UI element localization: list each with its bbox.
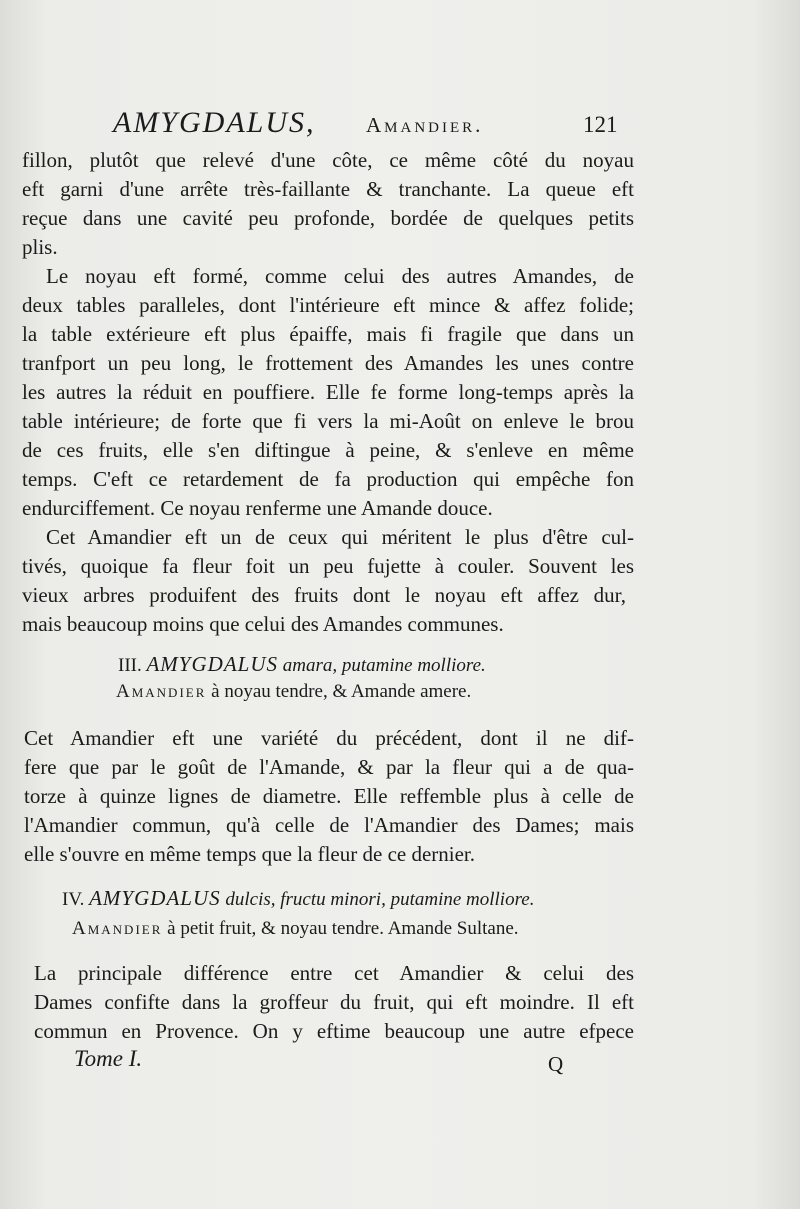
book-page: AMYGDALUS, Amandier. 121 fillon, plutôt que relevé d'une côte, ce même côté du noyau eft garni d'une arrête très-faillante & tranchante. La queue eft reçue dans une cavité peu profonde, bordée de quelques petits plis. Le noyau eft formé, comme celui des autres Amandes, de deux tables paralleles, dont l'intérieure eft mince & affez folide; la table extérieure eft plus épaiffe, mais fi fragile que dans un tranfport un peu long, le frottement des Amandes les unes contre les autres la réduit en pouffiere. Elle fe forme long-temps après la table intérieure; de forte que fi vers la mi-Août on enleve le brou de ces fruits, elle s'en diftingue à peine, & s'enleve en même temps. C'eft ce retardement de fa production qui empêche fon endurciffement. Ce noyau renferme une Amande douce. Cet Amandier eft un de ceux qui méritent le plus d'être cul- tivés, quoique fa fleur foit un peu fujette à couler. Souvent les vieux arbres produifent des fruits dont le noyau eft affez dur, mais beaucoup moins que celui des Amandes communes. III. AMYGDALUS amara, putamine molliore. Amandier à noyau tendre, & Amande amere. Cet Amandier eft une variété du précédent, dont il ne dif- fere que par le goût de l'Amande, & par la fleur qui a de qua- torze à quinze lignes de diametre. Elle reffemble plus à celle de l'Amandier commun, qu'à celle de l'Amandier des Dames; mais elle s'ouvre en même temps que la fleur de ce dernier. IV. AMYGDALUS dulcis, fructu minori, putamine molliore. Amandier à petit fruit, & noyau tendre. Amande Sultane. La principale différence entre cet Amandier & celui des Dames confifte dans la groffeur du fruit, qui eft moindre. Il eft commun en Provence. On y eftime beaucoup une autre efpece Tome I. Q	[0, 0, 800, 1209]
header-subtitle: Amandier.	[366, 113, 484, 137]
page-number: 121	[583, 112, 618, 137]
header-title: AMYGDALUS,	[113, 106, 316, 139]
volume-label: Tome I.	[74, 1046, 143, 1071]
signature-mark: Q	[548, 1052, 564, 1076]
running-header	[0, 106, 800, 146]
page-footer	[0, 1046, 800, 1086]
